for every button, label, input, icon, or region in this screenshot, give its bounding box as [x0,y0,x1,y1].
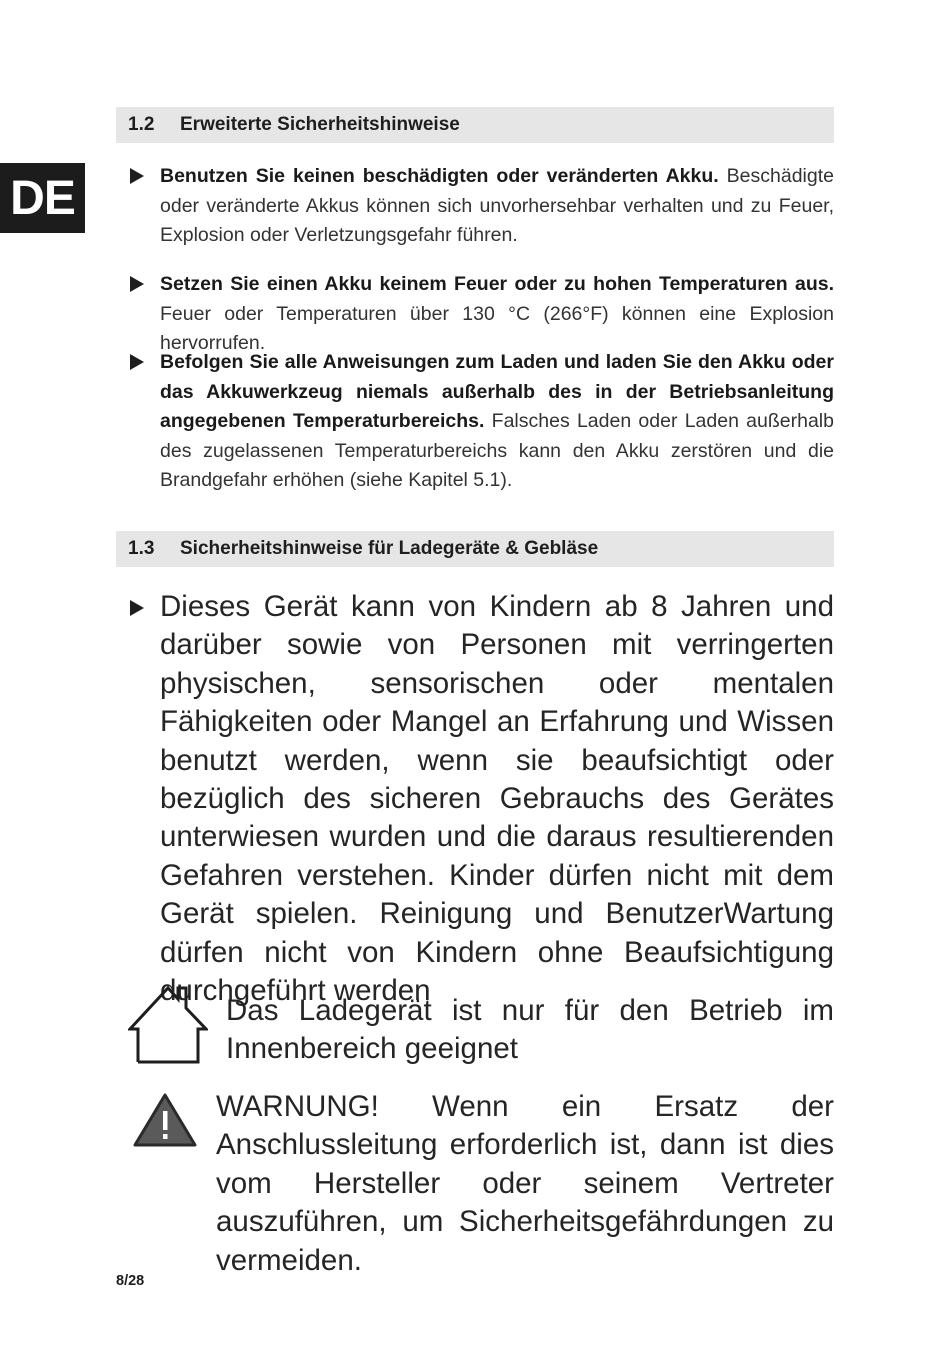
bullet-arrow-icon [130,168,144,184]
bullet-arrow-icon [130,276,144,292]
bullet-damaged-battery [160,162,834,251]
bullet-bold-text: Befolgen Sie alle Anweisungen zum Laden und laden Sie den Akku oder das Akkuwerkzeug niemals außerhalb des in der Betriebsanleitung angegebenen Temperaturbereichs. [160,351,834,432]
bullet-children-usage: Dieses Gerät kann von Kindern ab 8 Jahren und darüber sowie von Personen mit verringerten physischen, sensorischen oder mentalen Fähigkeiten oder Mangel an Erfahrung und Wissen benutzt werden, wenn sie beaufsichtigt oder bezüglich des sicheren Gebrauchs des Gerätes unterwiesen wurden und die daraus resultierenden Gefahren verstehen. Kinder dürfen nicht mit dem Gerät spielen. Reinigung und BenutzerWartung dürfen nicht von Kindern ohne Beaufsichtigung durchgeführt werden [160,590,834,1008]
bullet-body-text: Beschädigte oder veränderte Akkus können sich unvorhersehbar verhalten und zu Feuer, Explosion oder Verletzungsgefahr führen. [160,165,835,246]
section-number: 1.2 [128,114,155,135]
section-number: 1.3 [128,538,155,559]
bullet-body-text: Feuer oder Temperaturen über 130 °C (266°F) können eine Explosion hervorrufen. [160,302,834,354]
section-title: Erweiterte Sicherheitshinweise [180,114,460,135]
language-tab: DE [0,163,85,233]
bullet-fire-temperature [160,270,834,359]
page-number: 8/28 [116,1273,145,1289]
bullet-bold-text: Setzen Sie einen Akku keinem Feuer oder zu hohen Temperaturen aus. [160,273,834,295]
bullet-bold-text: Benutzen Sie keinen beschädigten oder veränderten Akku. [160,165,719,187]
bullet-arrow-icon [130,354,144,370]
section-header-1-2 [116,107,834,143]
bullet-body-text: Falsches Laden oder Laden außerhalb des zugelassenen Temperaturbereichs kann den Akku zerstören und die Brandgefahr erhöhen (siehe Kapitel 5.1). [160,410,834,491]
bullet-charging-instructions [160,348,834,496]
section-header-1-3 [116,531,834,567]
bullet-arrow-icon [130,600,144,616]
house-icon [128,985,208,1065]
warning-triangle-icon [132,1092,198,1148]
section-title: Sicherheitshinweise für Ladegeräte & Gebläse [180,538,599,559]
warning-note: WARNUNG! Wenn ein Ersatz der Anschlussleitung erforderlich ist, dann ist dies vom Hersteller oder seinem Vertreter auszuführen, um Sicherheitsgefährdungen zu vermeiden. [216,1090,834,1277]
indoor-use-note: Das Ladegerät ist nur für den Betrieb im Innenbereich geeignet [226,994,834,1066]
